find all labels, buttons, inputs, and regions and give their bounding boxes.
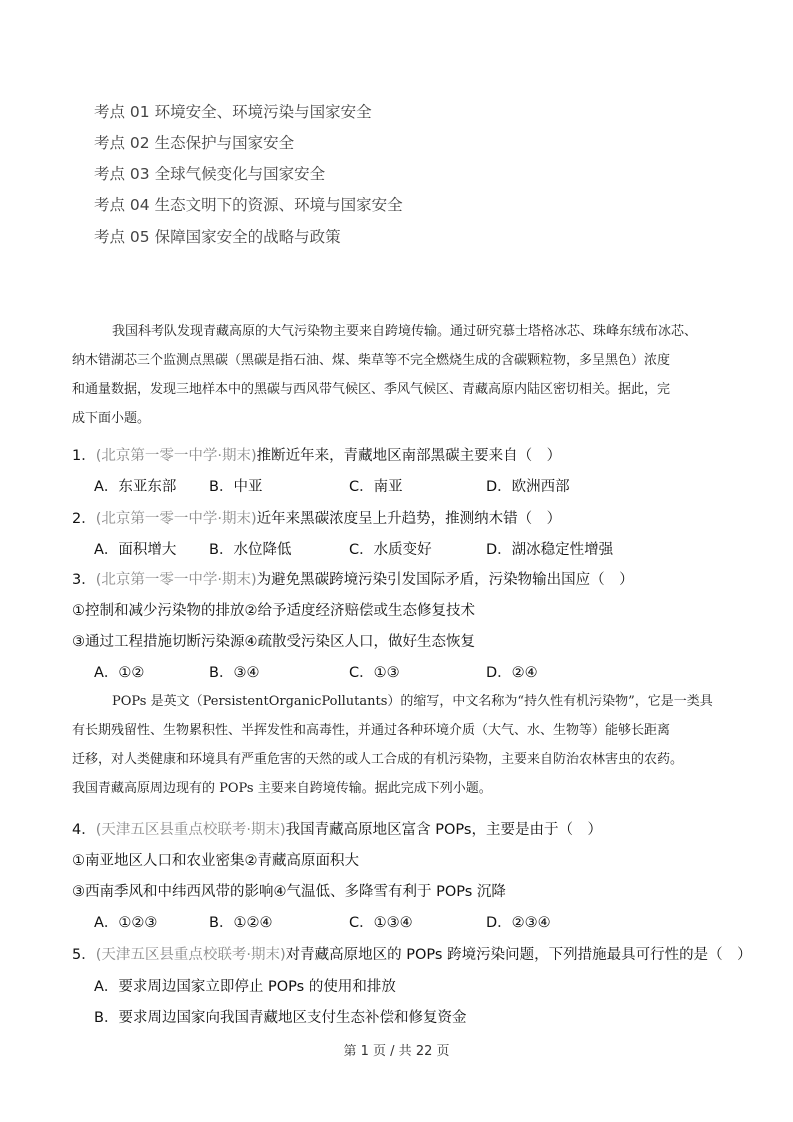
question-stem: 为避免黑碳跨境污染引发国际矛盾，污染物输出国应（ ） [256, 572, 634, 588]
question-source: (北京第一零一中学·期末) [95, 511, 257, 527]
question-number: 1． [72, 448, 96, 464]
question-source: (天津五区县重点校联考·期末) [95, 947, 286, 963]
question-5 [72, 943, 752, 964]
q2-option-d[interactable]: D．湖冰稳定性增强 [486, 542, 614, 558]
q3-statement-1: ①控制和减少污染物的排放②给予适度经济赔偿或生态修复技术 [72, 603, 475, 619]
question-number: 5． [72, 947, 96, 963]
q4-statement-2: ③西南季风和中纬西风带的影响④气温低、多降雪有利于 POPs 沉降 [72, 884, 506, 900]
question-number: 3． [72, 572, 96, 588]
question-2 [72, 507, 561, 528]
q3-option-d[interactable]: D．②④ [486, 665, 538, 681]
q4-statement-1: ①南亚地区人口和农业密集②青藏高原面积大 [72, 853, 359, 869]
question-3 [72, 568, 634, 589]
q3-option-c[interactable]: C．①③ [349, 665, 400, 681]
q1-option-a[interactable]: A．东亚东部 [94, 479, 177, 495]
q4-option-b[interactable]: B．①②④ [209, 915, 273, 931]
passage2-line-4: 我国青藏高原周边现有的 POPs 主要来自跨境传输。据此完成下列小题。 [72, 781, 492, 796]
q3-option-b[interactable]: B．③④ [209, 665, 260, 681]
q2-option-b[interactable]: B．水位降低 [209, 542, 292, 558]
question-source: (天津五区县重点校联考·期末) [95, 822, 286, 838]
q4-option-c[interactable]: C．①③④ [349, 915, 413, 931]
topic-4: 考点 04 生态文明下的资源、环境与国家安全 [94, 196, 403, 214]
passage1-line-1: 我国科考队发现青藏高原的大气污染物主要来自跨境传输。通过研究慕士塔格冰芯、珠峰东绒布冰芯、 [112, 324, 698, 339]
passage1-line-2: 纳木错湖芯三个监测点黑碳（黑碳是指石油、煤、柴草等不完全燃烧生成的含碳颗粒物，多呈黑色）浓度 [72, 353, 671, 368]
page-footer: 第 1 页 / 共 22 页 [343, 1044, 450, 1059]
question-stem: 对青藏高原地区的 POPs 跨境污染问题，下列措施最具可行性的是（ ） [285, 947, 752, 963]
q1-option-c[interactable]: C．南亚 [349, 479, 403, 495]
q1-option-d[interactable]: D．欧洲西部 [486, 479, 570, 495]
q3-statement-2: ③通过工程措施切断污染源④疏散受污染区人口，做好生态恢复 [72, 634, 475, 650]
topic-1: 考点 01 环境安全、环境污染与国家安全 [94, 103, 372, 121]
passage2-line-1: POPs 是英文（PersistentOrganicPollutants）的缩写，中文名称为“持久性有机污染物”，它是一类具 [112, 694, 713, 709]
question-1 [72, 444, 561, 465]
q1-option-b[interactable]: B．中亚 [209, 479, 263, 495]
question-stem: 我国青藏高原地区富含 POPs，主要是由于（ ） [285, 822, 602, 838]
q2-option-c[interactable]: C．水质变好 [349, 542, 432, 558]
q2-option-a[interactable]: A．面积增大 [94, 542, 177, 558]
topic-5: 考点 05 保障国家安全的战略与政策 [94, 228, 341, 246]
topic-2: 考点 02 生态保护与国家安全 [94, 134, 295, 152]
topic-3: 考点 03 全球气候变化与国家安全 [94, 165, 326, 183]
question-stem: 近年来黑碳浓度呈上升趋势，推测纳木错（ ） [256, 511, 562, 527]
q5-option-a[interactable]: A．要求周边国家立即停止 POPs 的使用和排放 [94, 979, 396, 995]
q5-option-b[interactable]: B．要求周边国家向我国青藏地区支付生态补偿和修复资金 [94, 1010, 467, 1026]
question-stem: 推断近年来，青藏地区南部黑碳主要来自（ ） [256, 448, 562, 464]
q3-option-a[interactable]: A．①② [94, 665, 145, 681]
passage2-line-3: 迁移，对人类健康和环境具有严重危害的天然的或人工合成的有机污染物，主要来自防治农林害虫的农药。 [72, 752, 684, 767]
question-number: 4． [72, 822, 96, 838]
question-source: (北京第一零一中学·期末) [95, 448, 257, 464]
question-source: (北京第一零一中学·期末) [95, 572, 257, 588]
passage1-line-4: 成下面小题。 [72, 411, 151, 426]
question-4 [72, 818, 602, 839]
q4-option-a[interactable]: A．①②③ [94, 915, 158, 931]
passage2-line-2: 有长期残留性、生物累积性、半挥发性和高毒性，并通过各种环境介质（大气、水、生物等）能够长距离 [72, 723, 671, 738]
question-number: 2． [72, 511, 96, 527]
q4-option-d[interactable]: D．②③④ [486, 915, 551, 931]
passage1-line-3: 和通量数据，发现三地样本中的黑碳与西风带气候区、季风气候区、青藏高原内陆区密切相关。据此，完 [72, 382, 671, 397]
